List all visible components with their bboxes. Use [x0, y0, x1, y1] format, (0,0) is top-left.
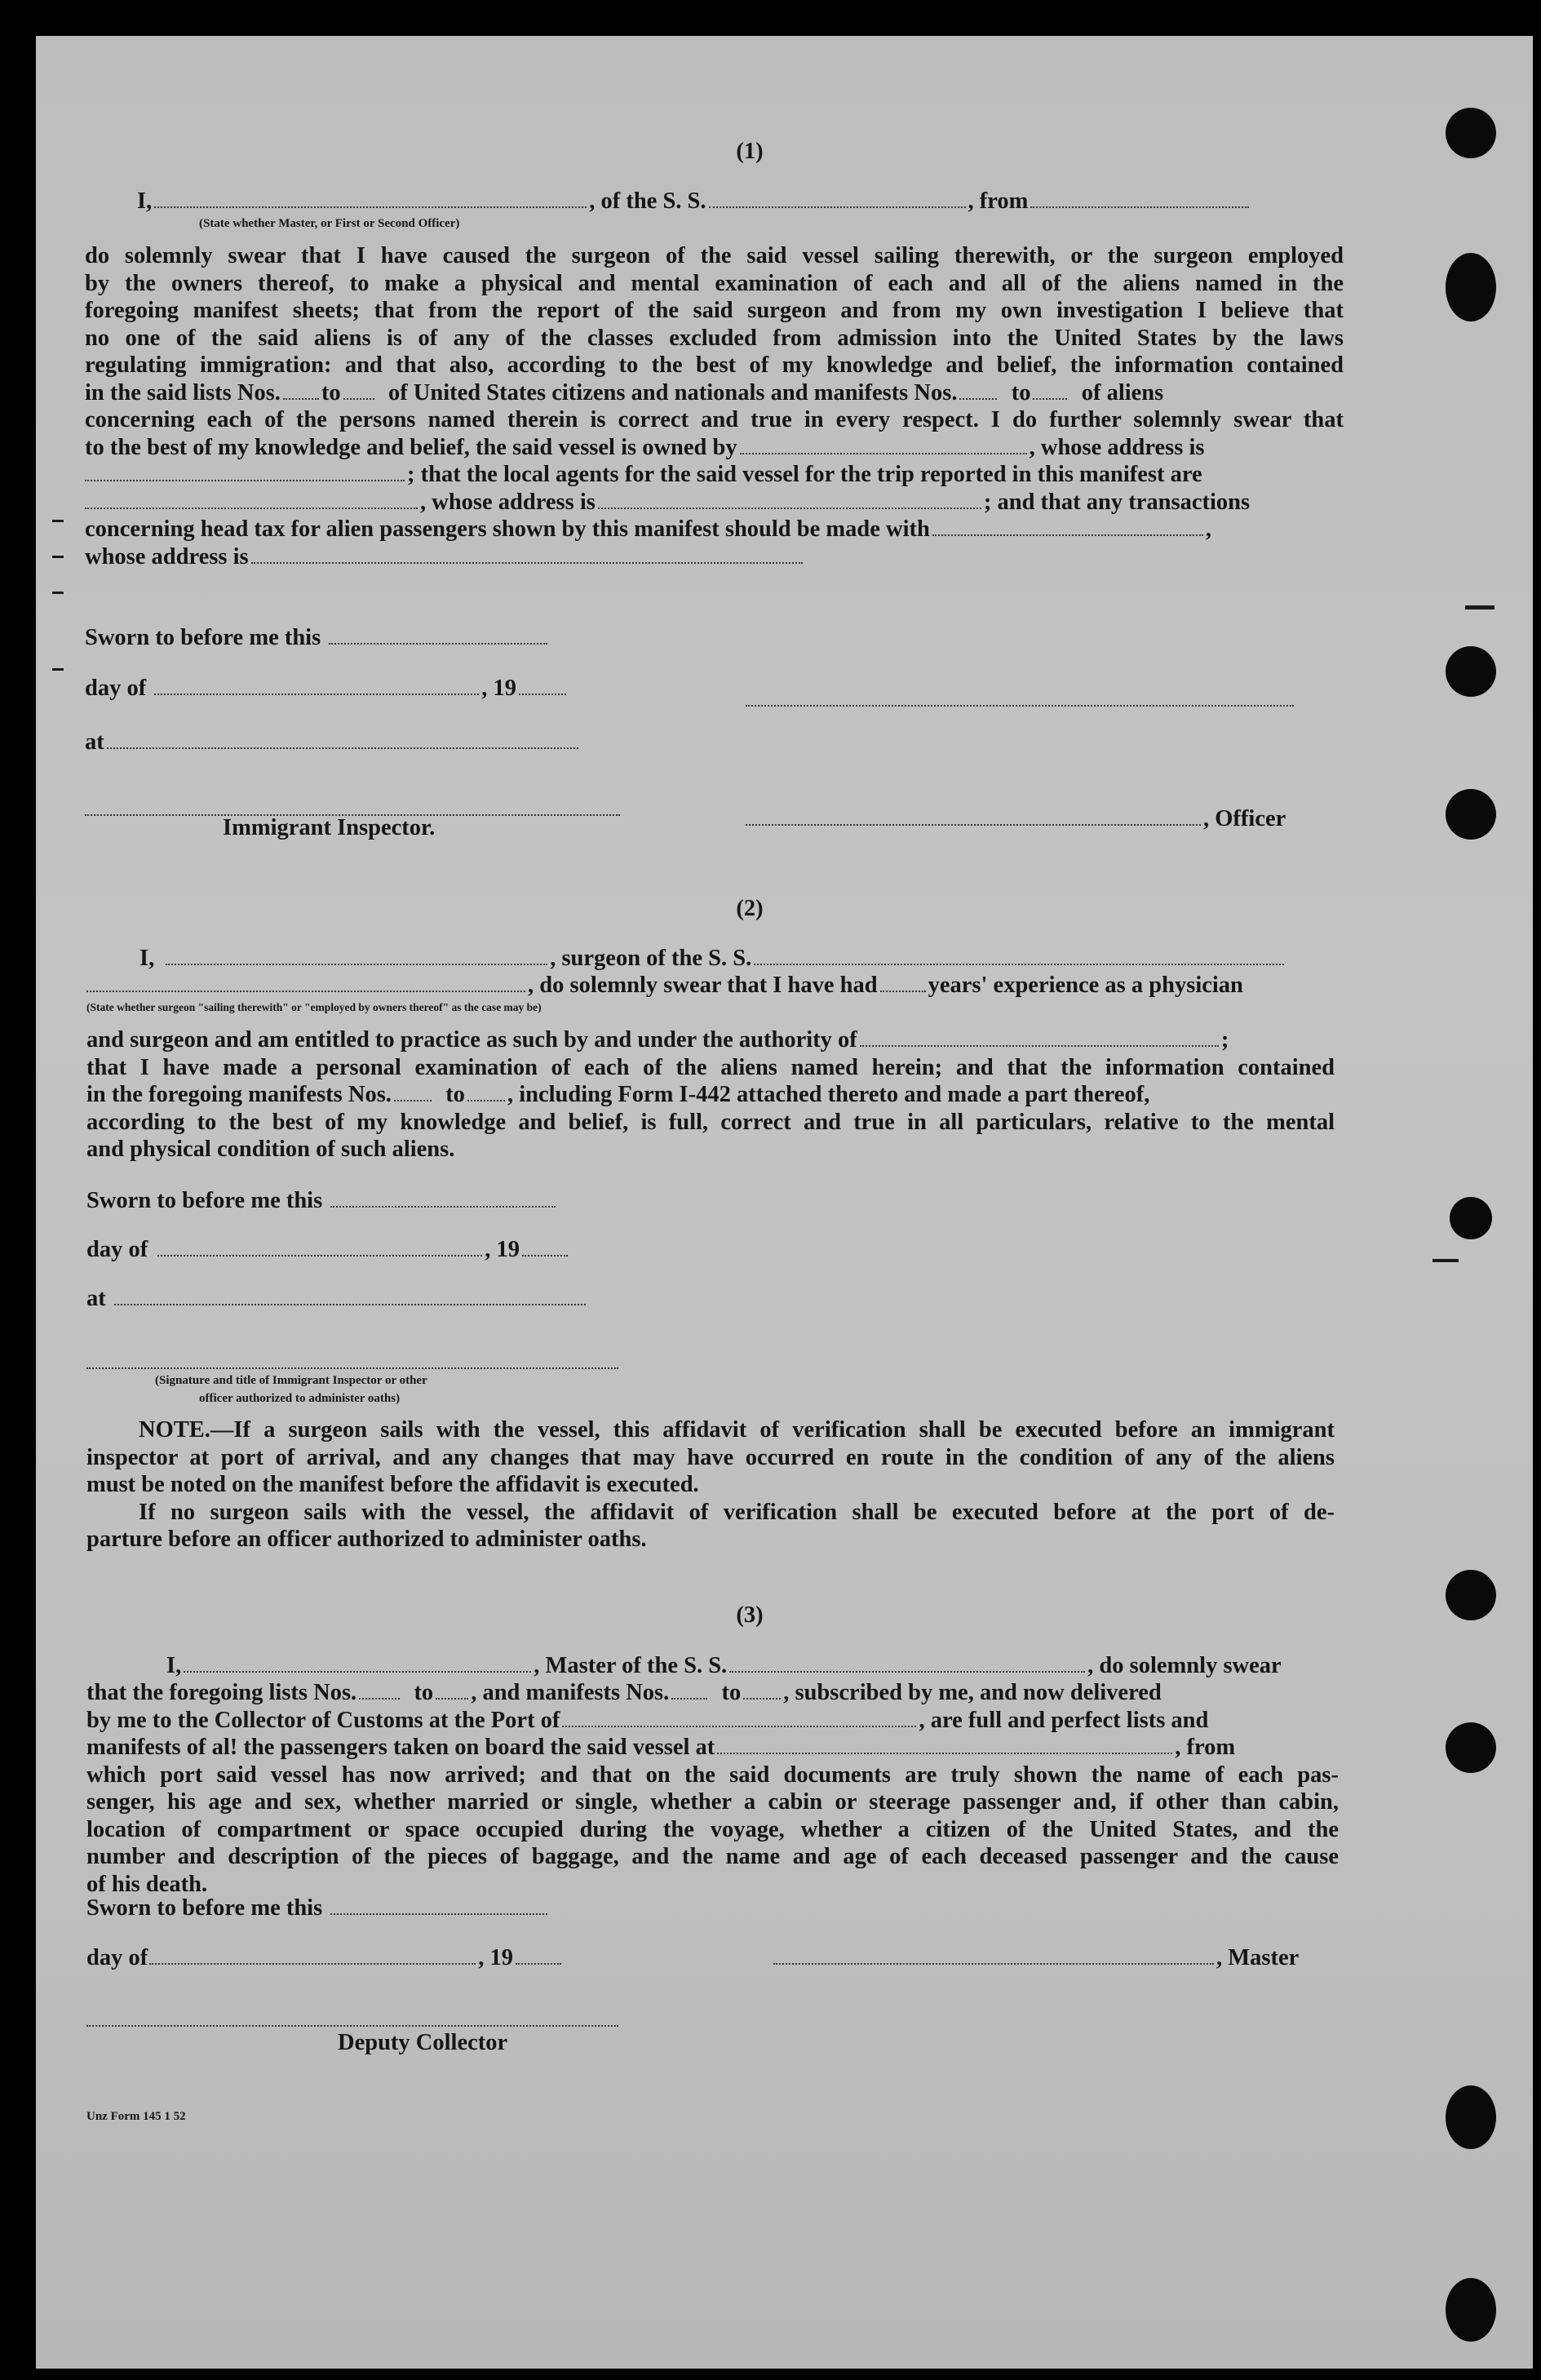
- headtax-line: concerning head tax for alien passengers shown by this manifest should be made with ,: [85, 516, 1211, 542]
- body-line: foregoing manifest sheets; that from the report of the said surgeon and from my own investigation I believe that: [85, 298, 1344, 323]
- section2-sig-caption: (Signature and title of Immigrant Inspector or other: [155, 1374, 427, 1387]
- body-line: no one of the said aliens is of any of the classes excluded from admission into the United States by the laws: [85, 325, 1344, 351]
- body-line: concerning each of the persons named therein is correct and true in every respect. I do further solemnly swear that: [85, 407, 1344, 432]
- port-line: by me to the Collector of Customs at the Port of , are full and perfect lists and: [86, 1707, 1209, 1733]
- section3-master: , Master: [773, 1945, 1299, 1971]
- punch-hole: [1446, 2085, 1496, 2149]
- section1-line1: I, , of the S. S. , from: [137, 188, 1251, 215]
- section3-line1: I, , Master of the S. S. , do solemnly swear: [166, 1653, 1282, 1678]
- body-line: and physical condition of such aliens.: [86, 1137, 455, 1162]
- body-line: of his death.: [86, 1871, 208, 1897]
- punch-hole: [1450, 1197, 1492, 1239]
- section2-sig-caption: officer authorized to administer oaths): [199, 1392, 401, 1405]
- section1-sworn: Sworn to before me this: [85, 625, 550, 651]
- body-line: number and description of the pieces of baggage, and the name and age of each deceased passenger and the cause: [86, 1844, 1339, 1869]
- section1-caption: (State whether Master, or First or Second Officer): [199, 217, 460, 230]
- body-line: by the owners thereof, to make a physical and mental examination of each and all of the aliens named in the: [85, 270, 1344, 296]
- body-line: that I have made a personal examination of each of the aliens named herein; and that the information contained: [86, 1054, 1335, 1080]
- section3-sworn: Sworn to before me this: [86, 1895, 550, 1921]
- section3-body: [86, 1680, 1339, 1897]
- section2-sworn: Sworn to before me this: [86, 1188, 558, 1214]
- margin-mark: [1433, 1259, 1459, 1262]
- margin-mark: [52, 668, 64, 671]
- margin-mark: [52, 520, 64, 522]
- note-line: must be noted on the manifest before the affidavit is executed.: [86, 1472, 699, 1497]
- section2-at: at: [86, 1286, 588, 1312]
- section3-number: (3): [736, 1602, 764, 1628]
- section2-line2: , do solemnly swear that I have had years' experience as a physician: [86, 973, 1243, 999]
- address-line: , whose address is ; and that any transactions: [85, 490, 1344, 517]
- margin-mark: [1465, 605, 1495, 609]
- section2-note: [86, 1417, 1335, 1554]
- note-line: If no surgeon sails with the vessel, the affidavit of verification shall be executed before at the port of de-: [139, 1499, 1335, 1525]
- punch-hole: [1446, 253, 1496, 321]
- note-line: inspector at port of arrival, and any changes that may have occurred en route in the condition of any of the aliens: [86, 1444, 1335, 1470]
- section2-signature-line: [86, 1367, 618, 1369]
- agents-line: ; that the local agents for the said vessel for the trip reported in this manifest are: [85, 462, 1344, 490]
- section1-number: (1): [736, 139, 764, 164]
- section3-signature-line: [86, 2025, 618, 2027]
- punch-hole: [1446, 1722, 1496, 1773]
- nos-line: in the said lists Nos. to of United States citizens and nationals and manifests Nos. to of aliens: [85, 379, 1164, 406]
- section1-inspector: Immigrant Inspector.: [223, 815, 436, 840]
- form-id: Unz Form 145 1 52: [86, 2110, 186, 2123]
- section2-body: [86, 1027, 1335, 1164]
- punch-hole: [1446, 789, 1496, 840]
- body-line: according to the best of my knowledge and belief, is full, correct and true in all particulars, relative to the mental: [86, 1109, 1335, 1135]
- section2-caption: (State whether surgeon "sailing therewith" or "employed by owners thereof" as the case may be): [86, 1001, 542, 1013]
- section1-body: [85, 243, 1344, 571]
- body-line: do solemnly swear that I have caused the surgeon of the said vessel sailing therewith, or the surgeon employed: [85, 243, 1344, 268]
- section2-line1: I, , surgeon of the S. S.: [139, 946, 1286, 972]
- body-line: senger, his age and sex, whether married or single, whether a cabin or steerage passenger and, if other than cabin,: [86, 1789, 1339, 1815]
- section2-number: (2): [736, 896, 764, 921]
- note-line: NOTE.—If a surgeon sails with the vessel, this affidavit of verification shall be executed before an immigrant: [139, 1417, 1335, 1443]
- section3-deputy: Deputy Collector: [338, 2030, 508, 2055]
- section1-at: at: [85, 729, 581, 756]
- vessel-at-line: manifests of al! the passengers taken on board the said vessel at , from: [86, 1735, 1236, 1760]
- punch-hole: [1446, 2278, 1496, 2342]
- lists-line: that the foregoing lists Nos. to , and manifests Nos. to , subscribed by me, and now delivered: [86, 1680, 1162, 1705]
- body-line: which port said vessel has now arrived; and that on the said documents are truly shown the name of each pas-: [86, 1762, 1339, 1788]
- authority-line: and surgeon and am entitled to practice as such by and under the authority of ;: [86, 1027, 1229, 1053]
- punch-hole: [1446, 646, 1496, 697]
- body-line: regulating immigration: and that also, according to the best of my knowledge and belief, the information contained: [85, 352, 1344, 378]
- note-line: parture before an officer authorized to administer oaths.: [86, 1527, 647, 1552]
- form-sheet: [36, 36, 1533, 2369]
- whose-address-line: whose address is: [85, 544, 1344, 572]
- margin-mark: [52, 592, 64, 594]
- section1-signature-line: [746, 705, 1294, 707]
- section1-day-of: day of , 19: [85, 676, 569, 702]
- section3-day-of: day of , 19: [86, 1945, 564, 1971]
- section2-day-of: day of , 19: [86, 1237, 570, 1263]
- section1-officer: , Officer: [746, 806, 1286, 832]
- margin-mark: [52, 556, 64, 558]
- manifest-line: in the foregoing manifests Nos. to , including Form I-442 attached thereto and made a part thereof,: [86, 1082, 1150, 1107]
- owned-line: to the best of my knowledge and belief, the said vessel is owned by , whose address is: [85, 434, 1205, 460]
- body-line: location of compartment or space occupied during the voyage, whether a citizen of the United States, and the: [86, 1816, 1339, 1842]
